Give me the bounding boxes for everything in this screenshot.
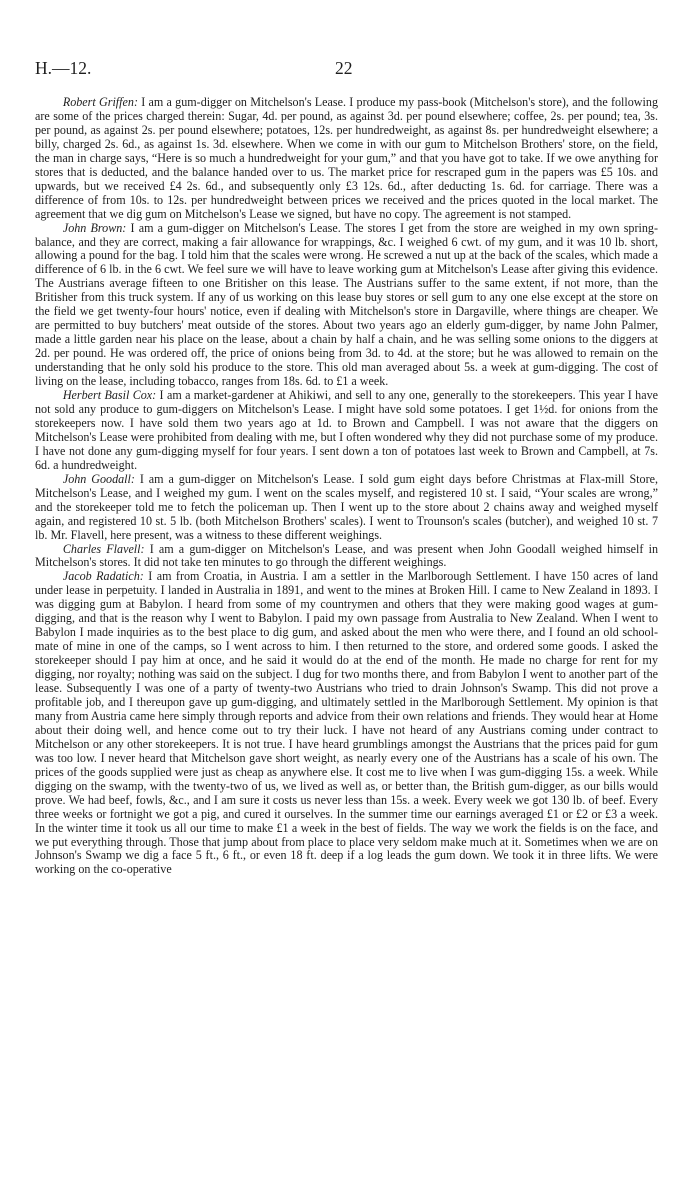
document-reference: H.—12.	[35, 58, 92, 78]
testimony-text: I am a gum-digger on Mitchelson's Lease, and was present when John Goodall weighed himself in Mitchelson's stores. It did not take ten minutes to go through the different weighings.	[35, 541, 658, 570]
speaker-name: Herbert Basil Cox:	[62, 388, 157, 403]
testimony-text: I am from Croatia, in Austria. I am a settler in the Marlborough Settlement. I have 150 acres of land under lease in perpetuity. I landed in Australia in 1891, and went to the mines at Broken Hill. I came to New Zealand in 1893. I was digging gum at Babylon. I heard from some of my countrymen and others that they were making good wages at gum-digging, and that is the reason why I went to Babylon. I paid my own passage from Australia to New Zealand. When I went to Babylon I made inquiries as to the best place to dig gum, and asked about the men who were there, and I found an old school-mate of mine in one of the camps, so I went across to him. I then returned to the store, and ordered some goods. I asked the storekeeper should I pay him at once, and he said it would do at the end of the month. He made no charge for rent for my digging, nor royalty; nothing was said on the subject. I dug for two months there, and from Babylon I went to another part of the lease. Subsequently I was one of a party of twenty-two Austrians who tried to drain Johnson's Swamp. This did not prove a profitable job, and I thereupon gave up gum-digging, and ultimately settled in the Marlborough Settlement. My opinion is that many from Austria came here simply through reports and advice from their own relations and friends. They would hear at Home about their doing well, and hence come out to try their luck. I have not heard of any Austrians coming under contract to Mitchelson or any other storekeepers. It is not true. I have heard grumblings amongst the Austrians that the prices paid for gum was too low. I never heard that Mitchelson gave short weight, as nearly every one of the Austrians has a scale of his own. The prices of the goods supplied were just as cheap as anywhere else. It cost me to live when I was gum-digging 15s. a week. While digging on the swamp, with the twenty-two of us, we lived as well as, or better than, the British gum-digger, as our bills would prove. We had beef, fowls, &c., and I am sure it costs us never less than 15s. a week. Every week we got 130 lb. of beef. Every three weeks or fortnight we got a pig, and cured it ourselves. In the summer time our earnings averaged £1 or £2 or £3 a week. In the winter time it took us all our time to make £1 a week in the best of fields. The way we work the fields is on the face, and we put everything through. Those that jump about from place to place very seldom make much at it. Sometimes when we are on Johnson's Swamp we dig a face 5 ft., 6 ft., or even 18 ft. deep if a log leads the gum down. We took it in three lifts. We were working on the co-operative	[35, 569, 658, 877]
running-header	[35, 58, 658, 80]
testimony-paragraph	[35, 543, 658, 571]
testimony-text: I am a gum-digger on Mitchelson's Lease. I sold gum eight days before Christmas at Flax-mill Store, Mitchelson's Lease, and I weighed my gum. I went on the scales myself, and registered 10 st. I said, “Your scales are wrong,” and the storekeeper told me to fetch the policeman up. Then I went up to the store about 2 chains away and weighed myself again, and registered 10 st. 5 lb. (both Mitchelson Brothers' scales). I went to Trounson's scales (butcher), and weighed 10 st. 7 lb. Mr. Flavell, here present, was a witness to these different weighings.	[35, 471, 659, 542]
testimony-text: I am a gum-digger on Mitchelson's Lease. I produce my pass-book (Mitchelson's store), and the following are some of the prices charged therein: Sugar, 4d. per pound, as against 3d. per pound elsewhere; coffee, 2s. per pound; tea, 3s. per pound, as against 2s. per pound elsewhere; potatoes, 12s. per hundredweight, as against 8s. per hundredweight elsewhere; a billy, charged 2s. 6d., as against 1s. 3d. elsewhere. When we come in with our gum to Mitchelson Brothers' store, on the field, the man in charge says, “Here is so much a hundredweight for your gum,” and that you have got to take. If we owe anything for stores that is deducted, and the balance handed over to us. The market price for rescraped gum in the papers was £5 10s. and upwards, but we received £4 2s. 6d., and subsequently only £3 12s. 6d., after deducting 1s. 6d. for carriage. There was a difference of from 10s. to 12s. per hundredweight between prices we received and the prices quoted in the local market. The agreement that we dig gum on Mitchelson's Lease we signed, but have no copy. The agreement is not stamped.	[35, 95, 658, 221]
testimony-paragraph	[35, 96, 658, 222]
testimony-paragraph	[35, 570, 658, 877]
testimony-paragraph	[35, 473, 658, 543]
speaker-name: Charles Flavell:	[62, 541, 145, 556]
speaker-name: John Goodall:	[62, 471, 135, 486]
speaker-name: Robert Griffen:	[62, 95, 138, 109]
testimony-paragraph	[35, 389, 658, 473]
document-body	[35, 96, 658, 877]
page-number: 22	[335, 58, 353, 78]
speaker-name: John Brown:	[62, 220, 127, 235]
testimony-text: I am a gum-digger on Mitchelson's Lease. The stores I get from the store are weighed in my own spring-balance, and they are correct, making a fair allowance for wrappings, &c. I weighed 6 cwt. of my gum, and it was 10 lb. short, allowing a pound for the bag. I told him that the scales were wrong. He screwed a nut up at the back of the scales, which made a difference of 6 lb. in the 6 cwt. We feel sure we will have to leave working gum at Mitchelson's Lease after giving this evidence. The Austrians average fifteen to one Britisher on this lease. The Austrians suffer to the same extent, if not more, than the Britisher from this truck system. If any of us working on this lease buy stores or sell gum to any one else except at the store on the field we get twenty-four hours' notice, even if dealing with Mitchelson's store in Dargaville, where things are cheaper. We are permitted to buy butchers' meat outside of the stores. About two years ago an elderly gum-digger, by name John Palmer, made a little garden near his place on the lease, about a chain by half a chain, and he was selling some onions to the diggers at 2d. per pound. He was ordered off, the price of onions being from 3d. to 4d. at the store; but he was allowed to remain on the understanding that he only sold his produce to the store. This old man averaged about 5s. a week at gum-digging. The cost of living on the lease, including tobacco, ranges from 18s. 6d. to £1 a week.	[35, 220, 658, 389]
speaker-name: Jacob Radatich:	[62, 569, 144, 584]
testimony-paragraph	[35, 222, 658, 389]
testimony-text: I am a market-gardener at Ahikiwi, and sell to any one, generally to the storekeepers. This year I have not sold any produce to gum-diggers on Mitchelson's Lease. I might have sold some potatoes. I get 1½d. for onions from the storekeepers now. I have sold them two years ago at 1d. to Brown and Campbell. I was not aware that the diggers on Mitchelson's Lease were prohibited from dealing with me, but I often wondered why they did not purchase some of my produce. I have not done any gum-digging myself for four years. I sent down a ton of potatoes last week to Brown and Campbell, at 7s. 6d. a hundredweight.	[35, 388, 658, 472]
